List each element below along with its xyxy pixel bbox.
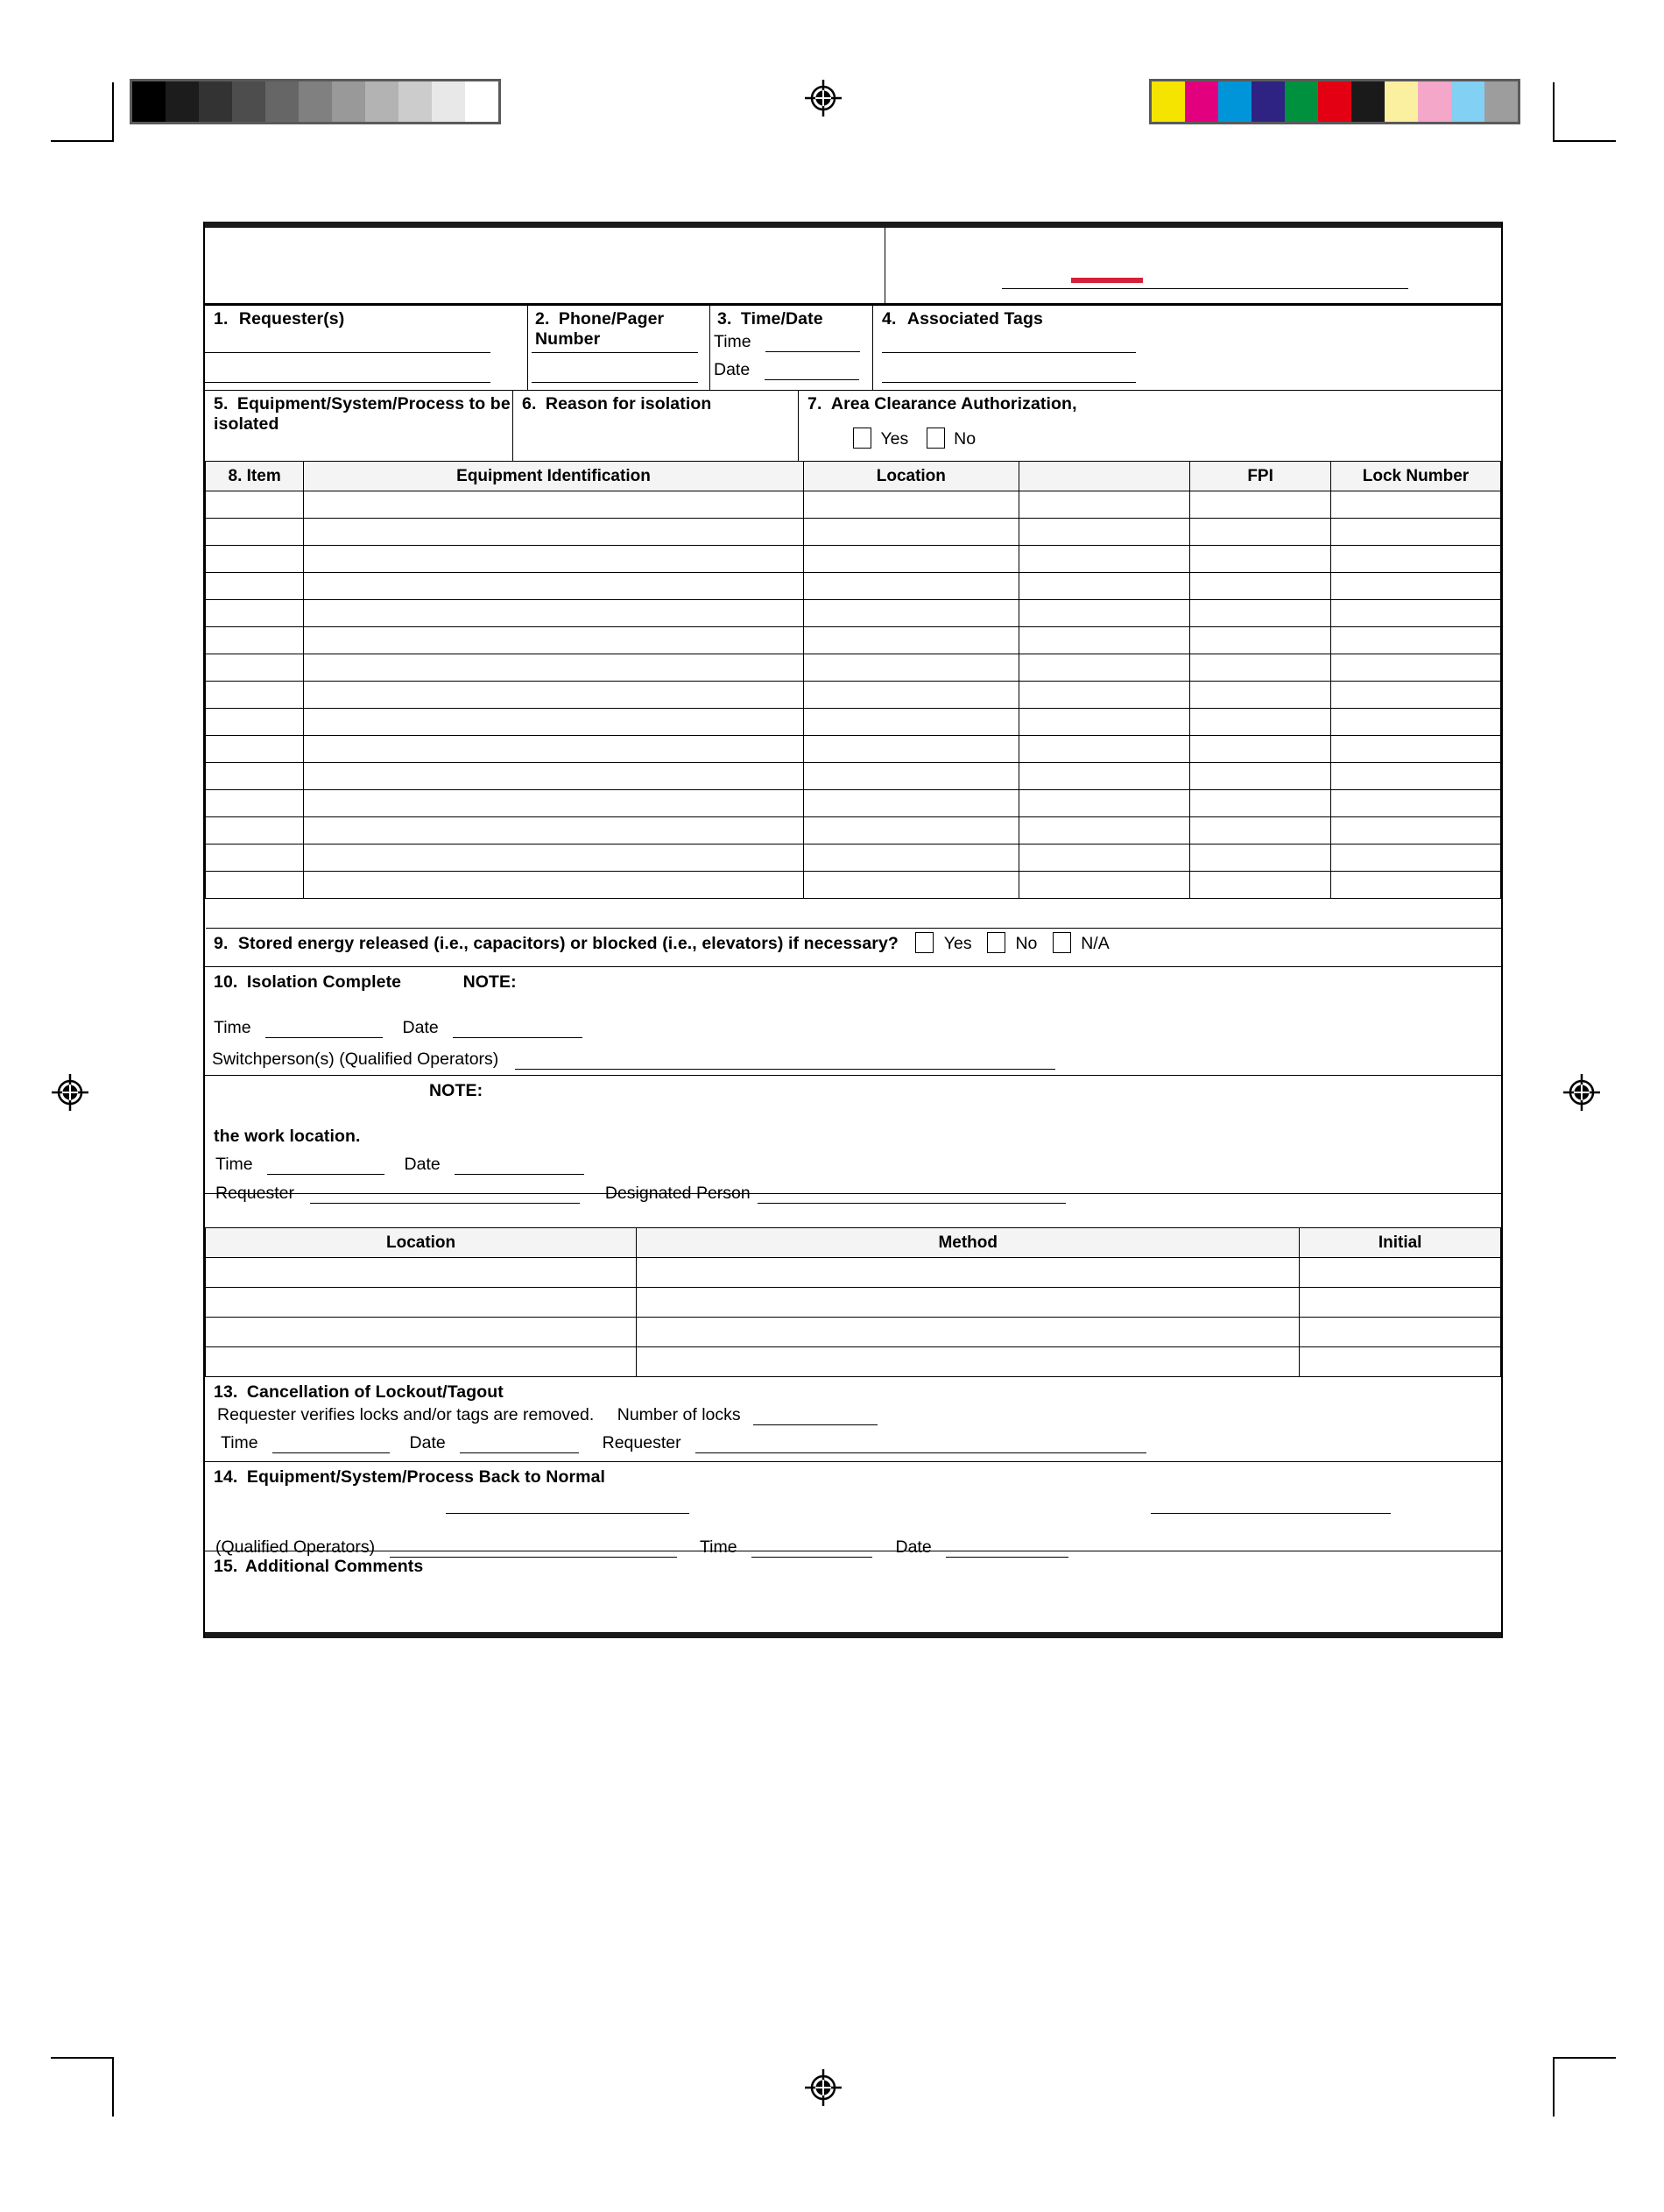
header-fill-rule	[1002, 288, 1408, 289]
item-cell-r9-c3[interactable]	[1019, 736, 1189, 763]
item-cell-r4-c4[interactable]	[1190, 600, 1331, 627]
field-3-time-label: Time	[714, 332, 751, 351]
field-isolation-complete[interactable]	[205, 967, 1501, 1075]
field-13-verify-text: Requester verifies locks and/or tags are removed.	[217, 1405, 595, 1424]
item-cell-r2-c5[interactable]	[1330, 546, 1500, 573]
item-cell-r5-c5[interactable]	[1330, 627, 1500, 654]
field-6-number: 6.	[522, 394, 537, 413]
item-cell-r2-c0[interactable]	[206, 546, 304, 573]
field-1-label: Requester(s)	[238, 309, 345, 329]
item-cell-r10-c2[interactable]	[803, 763, 1019, 790]
item-cell-r8-c1[interactable]	[304, 709, 803, 736]
gray-patch-9	[432, 81, 465, 122]
item-cell-r3-c4[interactable]	[1190, 573, 1331, 600]
field-11-bold-line: the work location.	[214, 1127, 361, 1146]
table-row	[206, 709, 1501, 736]
field-7-number: 7.	[807, 394, 822, 413]
field-13-locks-label: Number of locks	[617, 1405, 741, 1424]
field-10-note-label: NOTE:	[462, 972, 517, 992]
item-cell-r9-c0[interactable]	[206, 736, 304, 763]
tags-input-line-1[interactable]	[882, 351, 1136, 353]
item-cell-r13-c1[interactable]	[304, 845, 803, 872]
loc-cell-r0-c1[interactable]	[637, 1258, 1300, 1288]
field-13-date-input[interactable]	[460, 1452, 579, 1453]
col-header-item: 8. Item	[206, 462, 304, 491]
registration-target-icon-top	[803, 78, 843, 118]
table-row	[206, 845, 1501, 872]
item-cell-r2-c4[interactable]	[1190, 546, 1331, 573]
crop-mark-bottom-right-horizontal	[1553, 2057, 1616, 2059]
field-15-number: 15.	[214, 1557, 238, 1576]
field-14-signature-line-top-left[interactable]	[446, 1512, 689, 1514]
field-9-label: Stored energy released (i.e., capacitors) or blocked (i.e., elevators) if necessary?	[237, 934, 899, 953]
loc-cell-r3-c1[interactable]	[637, 1347, 1300, 1377]
item-cell-r11-c5[interactable]	[1330, 790, 1500, 817]
col-header-equipment-identification: Equipment Identification	[304, 462, 803, 491]
table-row	[206, 546, 1501, 573]
color-patch-10	[1484, 81, 1518, 122]
item-cell-r0-c0[interactable]	[206, 491, 304, 519]
item-cell-r9-c1[interactable]	[304, 736, 803, 763]
item-cell-r2-c2[interactable]	[803, 546, 1019, 573]
item-cell-r3-c5[interactable]	[1330, 573, 1500, 600]
loc-cell-r1-c0[interactable]	[206, 1288, 637, 1318]
stored-energy-no-label: No	[1015, 934, 1038, 953]
field-10-time-label: Time	[214, 1018, 251, 1037]
item-cell-r7-c4[interactable]	[1190, 682, 1331, 709]
stored-energy-na-checkbox[interactable]	[1053, 932, 1071, 953]
item-cell-r10-c3[interactable]	[1019, 763, 1189, 790]
item-cell-r1-c4[interactable]	[1190, 519, 1331, 546]
gray-patch-5	[299, 81, 332, 122]
item-cell-r2-c1[interactable]	[304, 546, 803, 573]
field-work-authorization[interactable]	[205, 1076, 1501, 1203]
col-header-location: Location	[803, 462, 1019, 491]
item-cell-r6-c4[interactable]	[1190, 654, 1331, 682]
field-10-date-label: Date	[402, 1018, 439, 1037]
item-cell-r4-c3[interactable]	[1019, 600, 1189, 627]
field-11-time-input[interactable]	[267, 1173, 384, 1175]
field-6-label: Reason for isolation	[545, 394, 712, 413]
item-table-header-row	[206, 462, 1501, 491]
gray-patch-6	[332, 81, 365, 122]
table-row	[206, 872, 1501, 899]
crop-mark-bottom-left-horizontal	[51, 2057, 114, 2059]
field-3-date-input[interactable]	[765, 378, 859, 380]
requester-input-line-1[interactable]	[205, 351, 490, 353]
field-7-label: Area Clearance Authorization,	[830, 394, 1077, 413]
equipment-item-table	[205, 461, 1501, 929]
registration-target-icon-bottom	[803, 2067, 843, 2108]
field-time-date[interactable]	[709, 306, 872, 390]
table-row	[206, 682, 1501, 709]
requester-input-line-2[interactable]	[205, 381, 490, 383]
field-14-number: 14.	[214, 1467, 238, 1487]
color-calibration-strip	[1149, 79, 1520, 124]
fields-5-7-row	[205, 391, 1501, 461]
item-cell-r3-c0[interactable]	[206, 573, 304, 600]
item-cell-r11-c3[interactable]	[1019, 790, 1189, 817]
item-cell-r6-c0[interactable]	[206, 654, 304, 682]
table-row	[206, 736, 1501, 763]
field-10-switchperson-label: Switchperson(s) (Qualified Operators)	[212, 1049, 499, 1069]
field-3-time-input[interactable]	[765, 350, 860, 352]
field-13-time-label: Time	[221, 1433, 258, 1452]
item-cell-r3-c2[interactable]	[803, 573, 1019, 600]
field-11-time-label: Time	[215, 1155, 253, 1174]
field-11-date-input[interactable]	[455, 1173, 584, 1175]
header-right-block	[885, 228, 1501, 303]
field-4-label: Associated Tags	[906, 309, 1043, 329]
table-row	[206, 654, 1501, 682]
field-13-number: 13.	[214, 1382, 238, 1402]
field-11-requester-label: Requester	[215, 1184, 294, 1203]
form-top-border	[205, 222, 1501, 228]
gray-patch-7	[365, 81, 398, 122]
registration-target-icon-right	[1562, 1072, 1602, 1113]
form-bottom-border	[205, 1632, 1501, 1638]
area-clearance-yes-checkbox[interactable]	[853, 428, 871, 449]
crop-mark-top-right-horizontal	[1553, 140, 1616, 142]
item-cell-r7-c2[interactable]	[803, 682, 1019, 709]
item-cell-r5-c4[interactable]	[1190, 627, 1331, 654]
field-11-note-label: NOTE:	[429, 1081, 483, 1100]
location-table-header-row	[206, 1228, 1501, 1258]
item-cell-r1-c2[interactable]	[803, 519, 1019, 546]
gray-patch-2	[199, 81, 232, 122]
item-cell-r14-c2[interactable]	[803, 872, 1019, 899]
field-4-number: 4.	[882, 309, 897, 329]
table-row	[206, 1258, 1501, 1288]
item-cell-r12-c2[interactable]	[803, 817, 1019, 845]
field-reason-for-isolation[interactable]	[512, 391, 798, 461]
header-left-block	[205, 228, 885, 303]
color-patch-7	[1385, 81, 1418, 122]
location-method-table	[205, 1227, 1501, 1377]
color-patch-2	[1218, 81, 1252, 122]
table-row	[206, 1318, 1501, 1347]
field-10-time-input[interactable]	[265, 1036, 383, 1038]
loc-cell-r3-c0[interactable]	[206, 1347, 637, 1377]
item-cell-r5-c0[interactable]	[206, 627, 304, 654]
item-cell-r1-c1[interactable]	[304, 519, 803, 546]
field-14-time-label: Time	[699, 1537, 737, 1557]
item-cell-r13-c0[interactable]	[206, 845, 304, 872]
item-cell-r12-c3[interactable]	[1019, 817, 1189, 845]
field-14-qualified-label: (Qualified Operators)	[215, 1537, 376, 1557]
item-cell-r12-c0[interactable]	[206, 817, 304, 845]
table-row	[206, 600, 1501, 627]
item-cell-r9-c5[interactable]	[1330, 736, 1500, 763]
field-2-number: 2.	[535, 309, 550, 329]
gray-patch-10	[465, 81, 498, 122]
table-row	[206, 627, 1501, 654]
item-cell-r8-c0[interactable]	[206, 709, 304, 736]
item-cell-r2-c3[interactable]	[1019, 546, 1189, 573]
loc-cell-r0-c0[interactable]	[206, 1258, 637, 1288]
gray-patch-3	[232, 81, 265, 122]
field-14-date-label: Date	[895, 1537, 932, 1557]
loc-cell-r3-c2[interactable]	[1300, 1347, 1501, 1377]
area-clearance-yes-label: Yes	[880, 429, 909, 449]
item-cell-r0-c2[interactable]	[803, 491, 1019, 519]
crop-mark-bottom-right-vertical	[1553, 2057, 1555, 2117]
table-row	[206, 790, 1501, 817]
registration-target-icon-left	[50, 1072, 90, 1113]
color-patch-8	[1418, 81, 1451, 122]
stored-energy-yes-checkbox[interactable]	[915, 932, 934, 953]
gray-patch-0	[132, 81, 166, 122]
table-row	[206, 1288, 1501, 1318]
fields-1-4-row	[205, 306, 1501, 390]
item-cell-r6-c5[interactable]	[1330, 654, 1500, 682]
loc-cell-r0-c2[interactable]	[1300, 1258, 1501, 1288]
item-cell-r0-c1[interactable]	[304, 491, 803, 519]
item-cell-r1-c3[interactable]	[1019, 519, 1189, 546]
stored-energy-na-label: N/A	[1081, 934, 1110, 953]
loc-cell-r1-c2[interactable]	[1300, 1288, 1501, 1318]
col-header-location-2: Location	[206, 1228, 637, 1258]
field-associated-tags[interactable]	[872, 306, 1501, 390]
item-cell-r8-c5[interactable]	[1330, 709, 1500, 736]
item-cell-r7-c0[interactable]	[206, 682, 304, 709]
item-cell-r7-c5[interactable]	[1330, 682, 1500, 709]
item-cell-r0-c4[interactable]	[1190, 491, 1331, 519]
item-table-spacer-row	[206, 899, 1501, 929]
field-14-signature-line-top-right[interactable]	[1151, 1512, 1391, 1514]
item-cell-r11-c2[interactable]	[803, 790, 1019, 817]
grayscale-calibration-strip	[130, 79, 501, 124]
field-10-label: Isolation Complete	[246, 972, 402, 992]
item-cell-r0-c3[interactable]	[1019, 491, 1189, 519]
item-cell-r12-c1[interactable]	[304, 817, 803, 845]
field-11-date-label: Date	[404, 1155, 441, 1174]
loc-cell-r1-c1[interactable]	[637, 1288, 1300, 1318]
item-table-spacer-cell	[206, 899, 1501, 929]
item-cell-r13-c2[interactable]	[803, 845, 1019, 872]
item-cell-r12-c5[interactable]	[1330, 817, 1500, 845]
item-cell-r1-c5[interactable]	[1330, 519, 1500, 546]
lockout-tagout-form	[203, 222, 1503, 1638]
item-cell-r6-c1[interactable]	[304, 654, 803, 682]
field-13-date-label: Date	[409, 1433, 446, 1452]
field-13-requester-input[interactable]	[695, 1452, 1146, 1453]
item-cell-r5-c1[interactable]	[304, 627, 803, 654]
red-highlight-mark	[1071, 278, 1143, 283]
stored-energy-yes-label: Yes	[943, 934, 972, 953]
item-cell-r8-c2[interactable]	[803, 709, 1019, 736]
color-patch-3	[1252, 81, 1285, 122]
item-table-body	[206, 491, 1501, 899]
table-row	[206, 763, 1501, 790]
item-cell-r7-c1[interactable]	[304, 682, 803, 709]
area-clearance-no-checkbox[interactable]	[927, 428, 945, 449]
col-header-method: Method	[637, 1228, 1300, 1258]
item-cell-r8-c4[interactable]	[1190, 709, 1331, 736]
item-cell-r6-c2[interactable]	[803, 654, 1019, 682]
table-row	[206, 491, 1501, 519]
field-5-number: 5.	[214, 394, 229, 413]
color-patch-5	[1318, 81, 1351, 122]
table-row	[206, 1347, 1501, 1377]
col-header-lock-number: Lock Number	[1330, 462, 1500, 491]
gray-patch-1	[166, 81, 199, 122]
field-13-label: Cancellation of Lockout/Tagout	[246, 1382, 504, 1402]
area-clearance-no-label: No	[954, 429, 977, 449]
field-10-switchperson-input[interactable]	[515, 1068, 1055, 1070]
col-header-fpi: FPI	[1190, 462, 1331, 491]
gray-patch-4	[265, 81, 299, 122]
col-header-initial: Initial	[1300, 1228, 1501, 1258]
item-cell-r1-c0[interactable]	[206, 519, 304, 546]
item-cell-r14-c4[interactable]	[1190, 872, 1331, 899]
phone-input-line-1[interactable]	[532, 351, 698, 353]
field-3-number: 3.	[717, 309, 732, 329]
field-3-date-label: Date	[714, 360, 751, 379]
field-9-number: 9.	[214, 934, 229, 953]
crop-mark-top-right-vertical	[1553, 82, 1555, 142]
item-cell-r10-c5[interactable]	[1330, 763, 1500, 790]
item-cell-r5-c3[interactable]	[1019, 627, 1189, 654]
loc-cell-r2-c1[interactable]	[637, 1318, 1300, 1347]
item-cell-r13-c5[interactable]	[1330, 845, 1500, 872]
field-phone-pager[interactable]	[527, 306, 709, 390]
color-patch-4	[1285, 81, 1318, 122]
field-10-date-input[interactable]	[453, 1036, 582, 1038]
item-cell-r5-c2[interactable]	[803, 627, 1019, 654]
item-cell-r11-c4[interactable]	[1190, 790, 1331, 817]
field-11-designated-label: Designated Person	[604, 1184, 751, 1203]
item-cell-r12-c4[interactable]	[1190, 817, 1331, 845]
item-cell-r10-c4[interactable]	[1190, 763, 1331, 790]
item-cell-r4-c2[interactable]	[803, 600, 1019, 627]
item-cell-r3-c3[interactable]	[1019, 573, 1189, 600]
field-15-label: Additional Comments	[244, 1557, 424, 1576]
col-header-unlabeled	[1019, 462, 1189, 491]
field-11-designated-input[interactable]	[758, 1202, 1066, 1204]
item-cell-r14-c0[interactable]	[206, 872, 304, 899]
loc-cell-r2-c0[interactable]	[206, 1318, 637, 1347]
field-area-clearance[interactable]	[798, 391, 1501, 461]
item-cell-r7-c3[interactable]	[1019, 682, 1189, 709]
item-cell-r9-c2[interactable]	[803, 736, 1019, 763]
tags-input-line-2[interactable]	[882, 381, 1136, 383]
phone-input-line-2[interactable]	[532, 381, 698, 383]
field-1-number: 1.	[214, 309, 229, 329]
item-cell-r4-c5[interactable]	[1330, 600, 1500, 627]
field-additional-comments[interactable]	[205, 1551, 1501, 1632]
field-11-requester-input[interactable]	[310, 1202, 580, 1204]
gray-patch-8	[398, 81, 432, 122]
field-requesters[interactable]	[205, 306, 527, 390]
item-cell-r10-c0[interactable]	[206, 763, 304, 790]
item-cell-r11-c0[interactable]	[206, 790, 304, 817]
field-5-label: Equipment/System/Process to be isolated	[214, 394, 511, 434]
field-13-requester-label: Requester	[602, 1433, 681, 1452]
form-header-band	[205, 228, 1501, 303]
item-cell-r6-c3[interactable]	[1019, 654, 1189, 682]
item-cell-r0-c5[interactable]	[1330, 491, 1500, 519]
field-13-time-input[interactable]	[272, 1452, 390, 1453]
field-10-number: 10.	[214, 972, 238, 992]
field-back-to-normal[interactable]	[205, 1462, 1501, 1557]
stored-energy-no-checkbox[interactable]	[987, 932, 1005, 953]
item-cell-r11-c1[interactable]	[304, 790, 803, 817]
field-stored-energy[interactable]	[205, 929, 1501, 966]
color-patch-9	[1451, 81, 1484, 122]
color-patch-0	[1152, 81, 1185, 122]
item-cell-r10-c1[interactable]	[304, 763, 803, 790]
field-2-label: Phone/Pager Number	[535, 309, 665, 349]
item-cell-r8-c3[interactable]	[1019, 709, 1189, 736]
crop-mark-top-left-horizontal	[51, 140, 114, 142]
item-cell-r4-c1[interactable]	[304, 600, 803, 627]
table-row	[206, 817, 1501, 845]
item-cell-r3-c1[interactable]	[304, 573, 803, 600]
field-14-label: Equipment/System/Process Back to Normal	[246, 1467, 606, 1487]
item-cell-r14-c3[interactable]	[1019, 872, 1189, 899]
field-3-label: Time/Date	[740, 309, 823, 329]
loc-cell-r2-c2[interactable]	[1300, 1318, 1501, 1347]
location-table-body	[206, 1258, 1501, 1377]
color-patch-1	[1185, 81, 1218, 122]
item-cell-r13-c3[interactable]	[1019, 845, 1189, 872]
table-row	[206, 519, 1501, 546]
crop-mark-top-left-vertical	[112, 82, 114, 142]
item-cell-r13-c4[interactable]	[1190, 845, 1331, 872]
field-equipment-to-isolate[interactable]	[205, 391, 512, 461]
item-cell-r14-c1[interactable]	[304, 872, 803, 899]
table-row	[206, 573, 1501, 600]
field-cancellation[interactable]	[205, 1377, 1501, 1461]
item-cell-r9-c4[interactable]	[1190, 736, 1331, 763]
item-cell-r4-c0[interactable]	[206, 600, 304, 627]
color-patch-6	[1351, 81, 1385, 122]
item-cell-r14-c5[interactable]	[1330, 872, 1500, 899]
crop-mark-bottom-left-vertical	[112, 2057, 114, 2117]
field-13-locks-input[interactable]	[753, 1424, 878, 1425]
